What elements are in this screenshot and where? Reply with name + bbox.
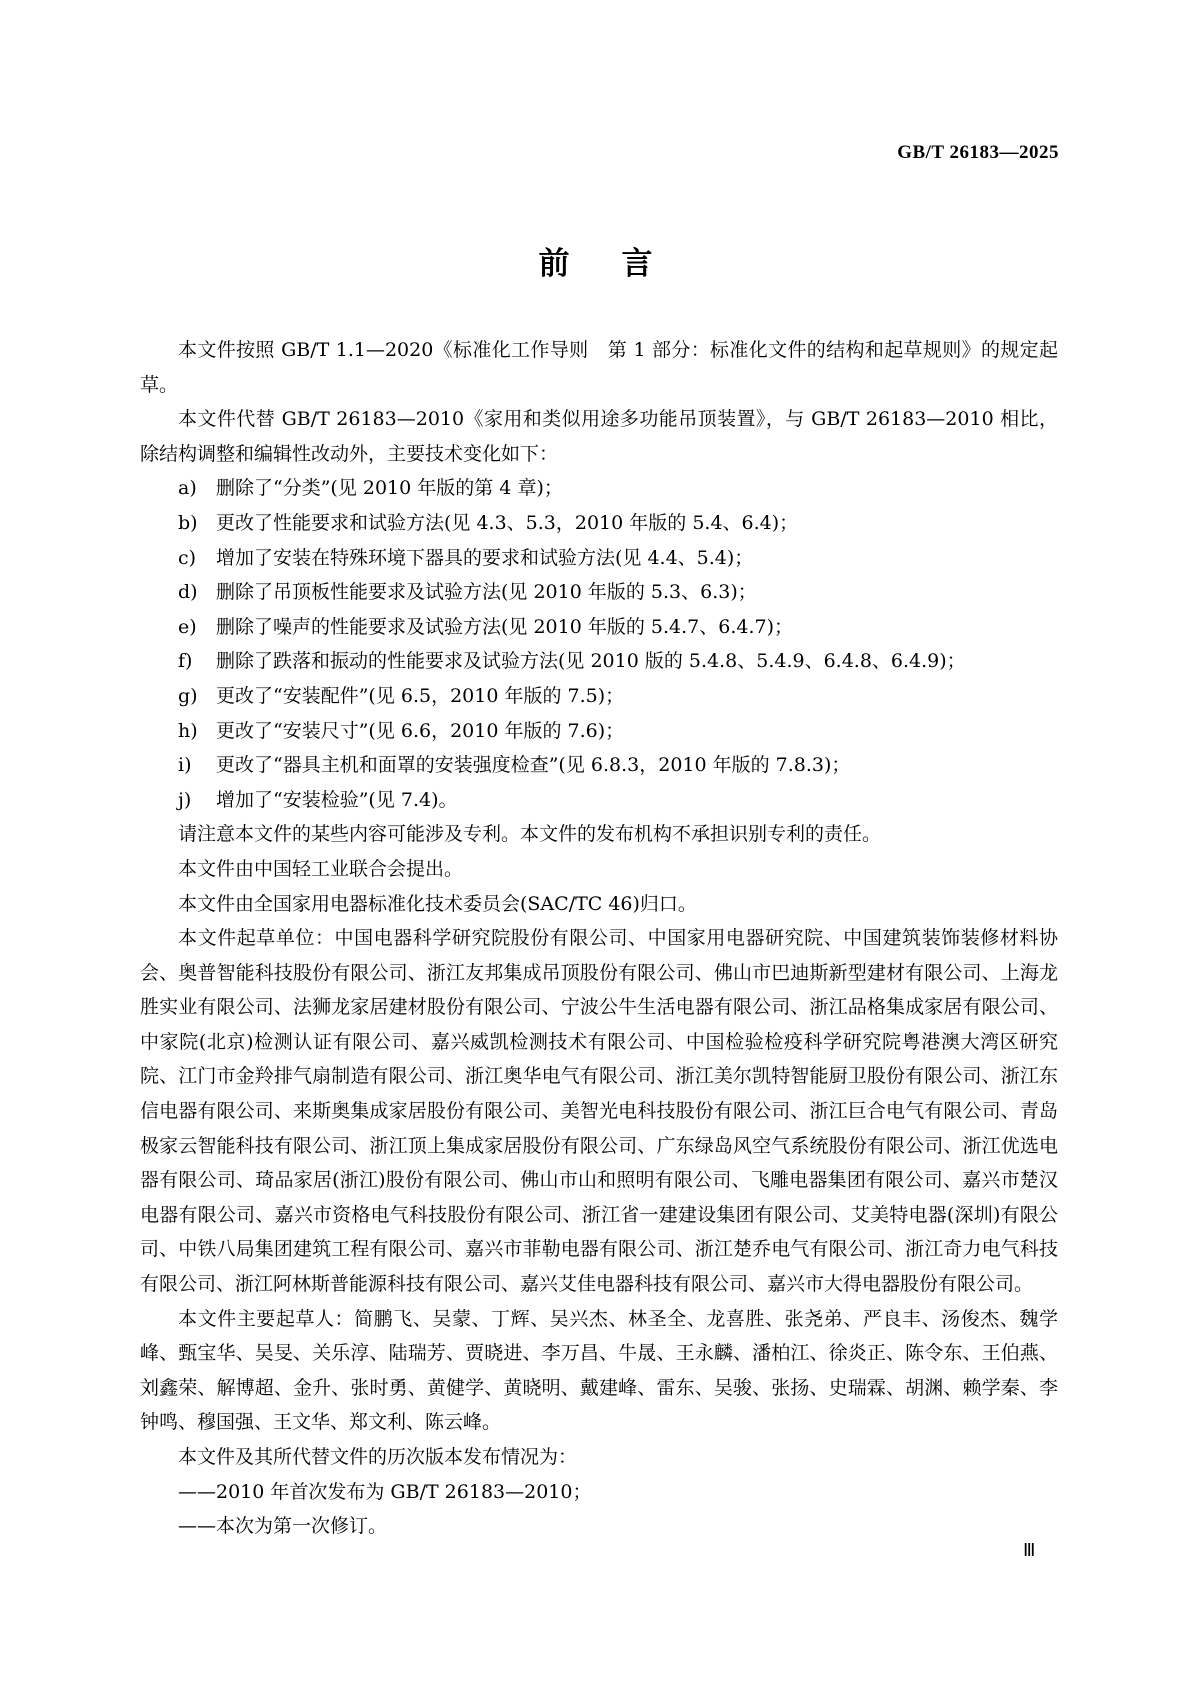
list-item-text: 删除了“分类”(见 2010 年版的第 4 章)； (216, 477, 563, 500)
paragraph-drafting-rule: 本文件按照 GB/T 1.1—2020《标准化工作导则 第 1 部分：标准化文件的结构和起草规则》的规定起草。 (140, 339, 1058, 396)
paragraph-replacement: 本文件代替 GB/T 26183—2010《家用和类似用途多功能吊顶装置》，与 GB/T 26183—2010 相比，除结构调整和编辑性改动外，主要技术变化如下： (140, 408, 1058, 465)
list-item-marker: j) (178, 788, 192, 811)
list-item-marker: b) (178, 511, 198, 534)
list-item-text: 删除了噪声的性能要求及试验方法(见 2010 年版的 5.4.7、6.4.7)； (216, 615, 793, 638)
list-item (140, 714, 1058, 749)
list-item-text: 更改了“安装配件”(见 6.5，2010 年版的 7.5)； (216, 684, 625, 707)
list-item (140, 471, 1058, 506)
list-item-marker: i) (178, 754, 192, 777)
list-item-text: 删除了吊顶板性能要求及试验方法(见 2010 年版的 5.3、6.3)； (216, 581, 757, 604)
list-item (140, 748, 1058, 783)
paragraph-proposed-by: 本文件由中国轻工业联合会提出。 (178, 857, 464, 880)
document-body (140, 333, 1058, 1544)
list-item-text: 更改了性能要求和试验方法(见 4.3、5.3，2010 年版的 5.4、6.4)； (216, 511, 799, 534)
list-item (140, 575, 1058, 610)
list-item-text: 更改了“器具主机和面罩的安装强度检查”(见 6.8.3，2010 年版的 7.8.3)； (216, 754, 851, 777)
list-item-text: 删除了跌落和振动的性能要求及试验方法(见 2010 版的 5.4.8、5.4.9、6.4.8、6.4.9)； (216, 650, 966, 673)
paragraph-drafters: 本文件主要起草人：简鹏飞、吴蒙、丁辉、吴兴杰、林圣全、龙喜胜、张尧弟、严良丰、汤俊杰、魏学峰、甄宝华、吴旻、关乐淳、陆瑞芳、贾晓进、李万昌、牛晟、王永麟、潘柏江、徐炎正、陈令东、王伯燕、刘鑫荣、解博超、金升、张时勇、黄健学、黄晓明、戴建峰、雷东、吴骏、张扬、史瑞霖、胡渊、赖学秦、李钟鸣、穆国强、王文华、郑文利、陈云峰。 (140, 1307, 1058, 1434)
list-item (140, 610, 1058, 645)
standard-number: GB/T 26183—2025 (897, 142, 1059, 163)
list-item-marker: g) (178, 684, 198, 707)
list-item (140, 783, 1058, 818)
history-item-revision: ——本次为第一次修订。 (178, 1515, 388, 1538)
page-title: 前言 (538, 246, 705, 282)
list-item (140, 506, 1058, 541)
list-item-marker: e) (178, 615, 197, 638)
list-item-text: 增加了“安装检验”(见 7.4)。 (216, 788, 458, 811)
paragraph-drafting-units: 本文件起草单位：中国电器科学研究院股份有限公司、中国家用电器研究院、中国建筑装饰装修材料协会、奥普智能科技股份有限公司、浙江友邦集成吊顶股份有限公司、佛山市巴迪斯新型建材有限公司、上海龙胜实业有限公司、法狮龙家居建材股份有限公司、宁波公牛生活电器有限公司、浙江品格集成家居有限公司、中家院(北京)检测认证有限公司、嘉兴威凯检测技术有限公司、中国检验检疫科学研究院粤港澳大湾区研究院、江门市金羚排气扇制造有限公司、浙江奥华电气有限公司、浙江美尔凯特智能厨卫股份有限公司、浙江东信电器有限公司、来斯奥集成家居股份有限公司、美智光电科技股份有限公司、浙江巨合电气有限公司、青岛极家云智能科技有限公司、浙江顶上集成家居股份有限公司、广东绿岛风空气系统股份有限公司、浙江优选电器有限公司、琦品家居(浙江)股份有限公司、佛山市山和照明有限公司、飞雕电器集团有限公司、嘉兴市楚汉电器有限公司、嘉兴市资格电气科技股份有限公司、浙江省一建建设集团有限公司、艾美特电器(深圳)有限公司、中铁八局集团建筑工程有限公司、嘉兴市菲勒电器有限公司、浙江楚乔电气有限公司、浙江奇力电气科技有限公司、浙江阿林斯普能源科技有限公司、嘉兴艾佳电器科技有限公司、嘉兴市大得电器股份有限公司。 (140, 927, 1058, 1296)
history-item-first-edition: ——2010 年首次发布为 GB/T 26183—2010； (178, 1480, 592, 1503)
list-item-marker: h) (178, 719, 198, 742)
list-item (140, 541, 1058, 576)
list-item-marker: c) (178, 546, 197, 569)
paragraph-centralized-by: 本文件由全国家用电器标准化技术委员会(SAC/TC 46)归口。 (178, 892, 697, 915)
paragraph-version-history: 本文件及其所代替文件的历次版本发布情况为： (178, 1446, 578, 1468)
page-number: Ⅲ (1023, 1540, 1036, 1560)
list-item-marker: d) (178, 581, 198, 604)
list-item (140, 679, 1058, 714)
list-item-text: 更改了“安装尺寸”(见 6.6，2010 年版的 7.6)； (216, 719, 625, 742)
list-item-text: 增加了安装在特殊环境下器具的要求和试验方法(见 4.4、5.4)； (216, 546, 754, 569)
list-item-marker: a) (178, 477, 197, 500)
paragraph-patent-notice: 请注意本文件的某些内容可能涉及专利。本文件的发布机构不承担识别专利的责任。 (178, 823, 882, 846)
list-item (140, 644, 1058, 679)
list-item-marker: f) (178, 650, 193, 673)
